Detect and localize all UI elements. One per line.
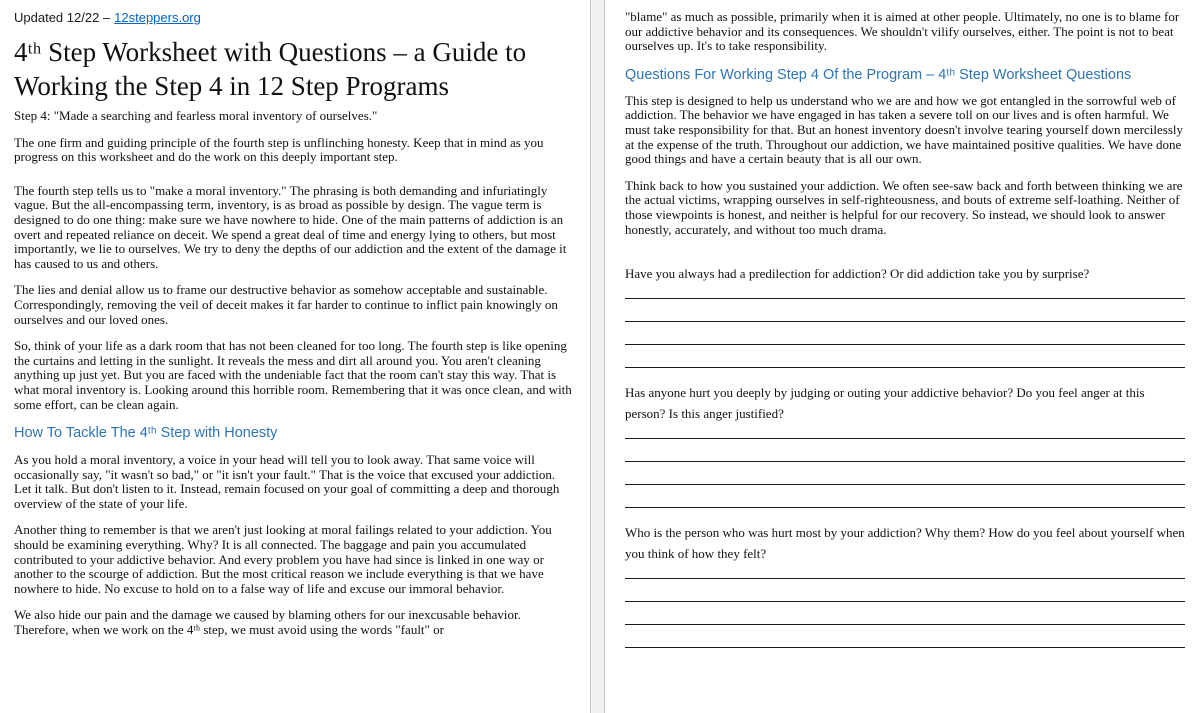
section-heading-tackle: How To Tackle The 4ᵗʰ Step with Honesty <box>14 425 278 442</box>
answer-group <box>625 428 1185 508</box>
doc-meta <box>14 10 572 25</box>
answer-group <box>625 568 1185 648</box>
answer-line[interactable] <box>625 428 1185 439</box>
paragraph: The one firm and guiding principle of the fourth step is unflinching honesty. Keep that in mind as you progress on this worksheet and do the work on this deeply important step. <box>14 134 544 165</box>
page-2 <box>605 0 1198 713</box>
paragraph: So, think of your life as a dark room that has not been cleaned for too long. The fourth step is like opening the curtains and letting in the sunlight. It reveals the mess and dirt all around you. You aren't cleaning anything up just yet. But you are faced with the undeniable fact that the room can't stay this way. That is what moral inventory is. Looking around this horrible room. Remembering that it was once clean, and with some effort, can be clean again. <box>14 338 572 412</box>
answer-line[interactable] <box>625 485 1185 508</box>
step-quote: Step 4: "Made a searching and fearless moral inventory of ourselves." <box>14 108 378 123</box>
paragraph: Another thing to remember is that we aren't just looking at moral failings related to your addiction. You should be examining everything. Why? It is all connected. The baggage and pain you accumulated contributed to your addictive behavior. And every problem you have had since is linked in one way or another to the scourge of addiction. But the most critical reason we include everything is that we have nowhere to hide. No excuse to hold on to a false way of life and excuse our immoral behavior. <box>14 522 552 596</box>
answer-line[interactable] <box>625 439 1185 462</box>
paragraph: The lies and denial allow us to frame our destructive behavior as somehow acceptable and sustainable. Correspondingly, removing the veil of deceit makes it far harder to continue to inflict pain knowingly on ourselves and our loved ones. <box>14 282 558 327</box>
answer-line[interactable] <box>625 625 1185 648</box>
question-text: Has anyone hurt you deeply by judging or outing your addictive behavior? Do you feel anger at this person? Is this anger justified? <box>625 385 1145 422</box>
paragraph: The fourth step tells us to "make a moral inventory." The phrasing is both demanding and infuriatingly vague. But the all-encompassing term, inventory, is as broad as possible by design. The vague term is designed to do one thing: make sure we have nowhere to hide. One of the main patterns of addiction is an overt and repeated reliance on deceit. We spend a great deal of time and energy lying to others, but most importantly, we lie to ourselves. We try to deny the depths of our addiction and the extent of the damage it has caused to us and others. <box>14 182 567 271</box>
question-text: Who is the person who was hurt most by your addiction? Why them? How do you feel about yourself when you think of how they felt? <box>625 525 1185 562</box>
answer-line[interactable] <box>625 345 1185 368</box>
paragraph: Think back to how you sustained your addiction. We often see-saw back and forth between thinking we are the actual victims, wrapping ourselves in self-righteousness, and bouts of extreme self-loathing. Neither of those viewpoints is honest, and neither is helpful for our recovery. So instead, we should look to answer honestly, accurately, and without too much drama. <box>625 177 1183 237</box>
updated-text: Updated 12/22 – <box>14 10 111 25</box>
doc-title: 4ᵗʰ Step Worksheet with Questions – a Guide to Working the Step 4 in 12 Step Programs <box>14 37 527 101</box>
answer-line[interactable] <box>625 288 1185 299</box>
answer-group <box>625 288 1185 368</box>
paragraph: As you hold a moral inventory, a voice in your head will tell you to look away. That same voice will occasionally say, "it wasn't so bad," or "it isn't your fault." That is the voice that excused your addiction. Let it talk. But don't listen to it. Instead, remain focused on your goal of committing a deep and thorough overview of the state of your life. <box>14 452 560 511</box>
answer-line[interactable] <box>625 322 1185 345</box>
paragraph: We also hide our pain and the damage we caused by blaming others for our inexcusable behavior. Therefore, when we work on the 4ᵗʰ step, we must avoid using the words "fault" or <box>14 607 521 638</box>
paragraph: "blame" as much as possible, primarily when it is aimed at other people. Ultimately, no one is to blame for our addictive behavior and its consequences. We shouldn't vilify ourselves, either. The point is not to beat ourselves up. It's to take responsibility. <box>625 9 1180 54</box>
section-heading-questions: Questions For Working Step 4 Of the Program – 4ᵗʰ Step Worksheet Questions <box>625 66 1132 83</box>
page-gutter <box>590 0 605 713</box>
question-text: Have you always had a predilection for addiction? Or did addiction take you by surprise? <box>625 266 1090 282</box>
answer-line[interactable] <box>625 462 1185 485</box>
answer-line[interactable] <box>625 602 1185 625</box>
page-1 <box>0 0 590 713</box>
site-link[interactable]: 12steppers.org <box>114 10 201 25</box>
answer-line[interactable] <box>625 299 1185 322</box>
answer-line[interactable] <box>625 579 1185 602</box>
answer-line[interactable] <box>625 568 1185 579</box>
paragraph: This step is designed to help us understand who we are and how we got entangled in the sorrowful web of addiction. The behavior we have engaged in has taken a severe toll on our lives and is often harmful. We must take responsibility for that. But an honest inventory doesn't involve tearing yourself down mercilessly at the expense of the truth. Throughout our addiction, we have maintained positive qualities. We have done good things and have a certain beauty that is all our own. <box>625 92 1183 167</box>
